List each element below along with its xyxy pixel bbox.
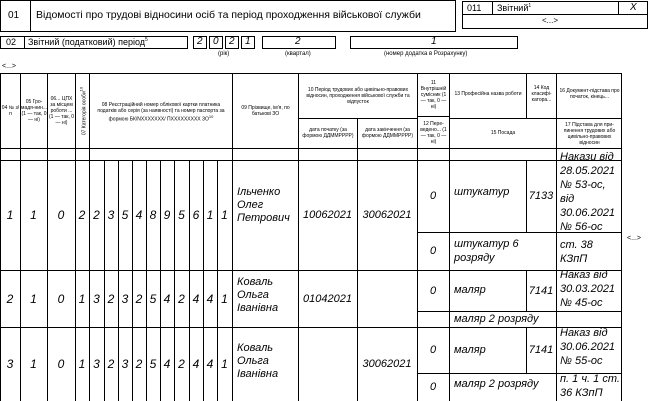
- id-digit: 5: [149, 291, 157, 306]
- col-header-08: 08 Реєстраційний номер облікової картки платника податків або серія (за наявності) та номер паспорта за формою БК/NXXXXXXX/ ПХХХХХХХХХ ЗО$^{10}$: [97, 101, 225, 123]
- quarter-value: 2: [295, 36, 301, 47]
- id-digit: 4: [206, 291, 214, 306]
- id-digit: 2: [135, 291, 143, 306]
- id-digit: 5: [121, 208, 129, 222]
- profession: штукатур: [454, 186, 510, 198]
- id-digit: 6: [192, 208, 200, 222]
- row-number: 1: [6, 208, 14, 222]
- col-header-10-end: дата закінчення (за формою ДДММРРРР): [361, 127, 414, 139]
- col-header-11: 11 Внутрішній сумісник (1 — так, 0 — ні): [420, 80, 447, 110]
- end-date: 30062021: [362, 358, 412, 370]
- profession: маляр: [454, 284, 486, 296]
- id-digit: 2: [107, 291, 115, 306]
- col-header-05: 05 Гро-мадя-нин... (1 — так, 0 — ні): [21, 99, 47, 123]
- id-digit: 4: [192, 357, 200, 371]
- end-date: 30062021: [362, 209, 412, 221]
- col-header-13: 13 Професійна назва роботи: [454, 91, 522, 97]
- id-digit: 9: [163, 208, 171, 222]
- id-digit: 2: [135, 357, 143, 371]
- col-header-15: 15 Посада: [490, 130, 516, 136]
- id-digit: 1: [221, 291, 228, 306]
- id-digit: 4: [163, 357, 171, 371]
- appendix-value: 1: [431, 36, 437, 47]
- start-date: 01042021: [303, 292, 352, 305]
- transferred-flag: 0: [429, 381, 437, 393]
- end-date: [357, 270, 417, 327]
- transferred-flag: [417, 311, 449, 327]
- citizen-flag: 1: [30, 208, 37, 222]
- document-basis: Наказ від 30.03.2021 № 45-ос: [560, 269, 616, 309]
- col-header-10-start: дата початку (за формою ДДММРРРР): [302, 127, 354, 139]
- position: маляр 2 розряду: [454, 313, 539, 325]
- year-digit-value: 2: [197, 36, 203, 47]
- classifier-code: 7141: [528, 344, 554, 356]
- appendix-caption: (номер додатка в Розрахунку): [384, 51, 468, 57]
- start-date: 10062021: [303, 209, 352, 221]
- col-header-04: 04 № з/п: [1, 105, 20, 117]
- col-header-16: 16 Документ-підстава про початок, кінець...: [559, 88, 620, 100]
- id-digit: 5: [178, 208, 185, 222]
- left-ellipsis: <...>: [2, 63, 17, 70]
- period-label: Звітний (податковий) період$^5$: [28, 37, 148, 47]
- period-code: 02: [6, 37, 17, 47]
- quarter-caption: (квартал): [285, 51, 311, 57]
- internal-flag: 0: [429, 344, 437, 356]
- classifier-code: 7133: [528, 190, 554, 202]
- transferred-flag: 0: [429, 245, 437, 257]
- col-header-17: 17 Підстава для при-пинення трудових або цивільно-правових відносин: [563, 121, 616, 146]
- gph-flag: 0: [57, 357, 65, 371]
- id-digit: 3: [93, 291, 100, 306]
- id-digit: 1: [221, 208, 228, 222]
- full-name: Ільченко Олег Петрович: [237, 186, 290, 224]
- form-code: 01: [8, 10, 20, 21]
- col-header-06: 06... ЦПХ за місцем роботи ... (1 — так, 0 — ні): [49, 96, 74, 126]
- gph-flag: 0: [57, 291, 65, 306]
- internal-flag: 0: [429, 190, 437, 202]
- field-011-label: Звітний$^1$: [497, 3, 532, 13]
- form-title: Відомості про трудові відносини осіб та період проходження військової служби: [36, 9, 421, 21]
- id-digit: 3: [121, 357, 129, 371]
- right-ellipsis: <...>: [627, 235, 642, 242]
- termination-basis: п. 1 ч. 1 ст. 36 КЗпП: [560, 373, 620, 399]
- year-digit-value: 2: [229, 36, 235, 47]
- category: 2: [78, 208, 86, 222]
- id-digit: 4: [192, 291, 200, 306]
- id-digit: 3: [121, 291, 129, 306]
- row-number: 3: [6, 357, 14, 371]
- year-digit-value: 1: [245, 36, 251, 47]
- position: штукатур 6 розряду: [454, 238, 519, 264]
- col-header-12: 12 Пере-ведено... (1 — так, 0 — ні): [420, 120, 447, 145]
- classifier-code: 7141: [528, 284, 554, 297]
- full-name: Коваль Ольга Іванівна: [237, 342, 279, 380]
- col-header-09: 09 Прізвище, ім'я, по батькові ЗО: [241, 105, 290, 117]
- year-caption: (рік): [218, 51, 230, 57]
- id-digit: 2: [178, 357, 185, 371]
- id-digit: 3: [107, 208, 115, 222]
- col-header-14: 14 Код класифі-катора...: [531, 85, 552, 103]
- profession: маляр: [454, 344, 486, 356]
- id-digit: 1: [221, 357, 228, 371]
- col-header-10: 10 Період трудових або цивільно-правових відносин, проходження військової служби та відпусток: [306, 87, 410, 105]
- id-digit: 1: [206, 208, 214, 222]
- id-digit: 2: [93, 208, 100, 222]
- id-digit: 4: [135, 208, 143, 222]
- termination-basis: ст. 38 КЗпП: [560, 239, 593, 265]
- start-date: [298, 327, 357, 401]
- id-digit: 8: [149, 208, 157, 222]
- document-basis: Накази від 28.05.2021 № 53-ос, від 30.06.2021 № 56-ос: [560, 151, 616, 233]
- document-basis: Наказ від 30.06.2021 № 55-ос: [560, 327, 616, 367]
- col-header-07: 07 Категорія особи$^{10}$: [78, 86, 87, 136]
- citizen-flag: 1: [30, 291, 37, 306]
- id-digit: 4: [163, 291, 171, 306]
- position: маляр 2 розряду: [454, 378, 539, 390]
- gph-flag: 0: [57, 208, 65, 222]
- id-digit: 3: [93, 357, 100, 371]
- id-digit: 2: [178, 291, 185, 306]
- field-011-ellipsis: <...>: [542, 16, 559, 25]
- category: 1: [78, 357, 86, 371]
- category: 1: [78, 291, 86, 306]
- id-digit: 4: [206, 357, 214, 371]
- id-digit: 2: [107, 357, 115, 371]
- id-digit: 5: [149, 357, 157, 371]
- citizen-flag: 1: [30, 357, 37, 371]
- year-digit-value: 0: [213, 36, 219, 47]
- field-011-code: 011: [467, 3, 482, 13]
- field-011-value[interactable]: X: [630, 2, 637, 13]
- internal-flag: 0: [429, 284, 437, 297]
- full-name: Коваль Ольга Іванівна: [237, 276, 279, 314]
- row-number: 2: [6, 291, 14, 306]
